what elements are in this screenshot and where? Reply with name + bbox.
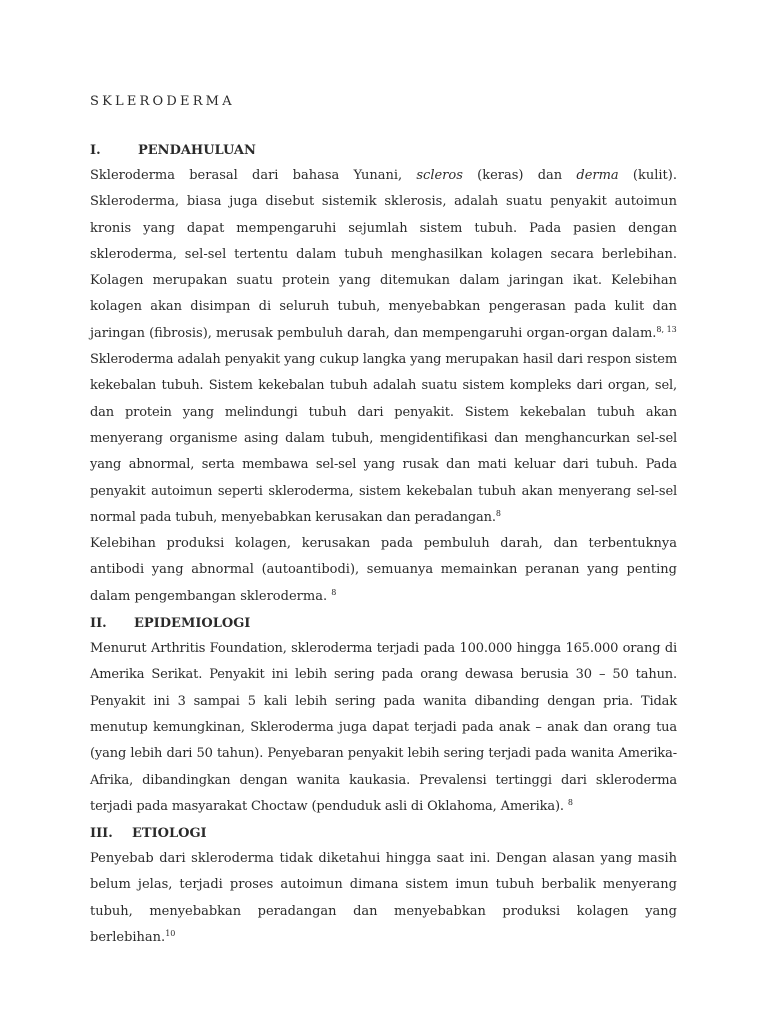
text-run: Penyebab dari skleroderma tidak diketahui hingga saat ini. Dengan alasan yang masih belum jelas, terjadi proses autoimun dimana sistem imun tubuh berbalik menyerang tubuh, menyebabkan peradangan dan menyebabkan produksi kolagen yang berlebihan. [90, 851, 677, 946]
section-heading-etiologi [90, 822, 677, 846]
paragraph [90, 531, 677, 610]
section-heading-pendahuluan [90, 139, 677, 163]
section-title: PENDAHULUAN [138, 143, 256, 158]
text-run: (keras) dan [462, 168, 577, 183]
citation-ref: 8 [331, 587, 337, 597]
text-run: Skleroderma adalah penyakit yang cukup langka yang merupakan hasil dari respon sistem kekebalan tubuh. Sistem kekebalan tubuh adalah suatu sistem kompleks dari organ, sel, dan protein yang melindungi tubuh dari penyakit. Sistem kekebalan tubuh akan menyerang organisme asing dalam tubuh, mengidentifikasi dan menghancurkan sel-sel yang abnormal, serta membawa sel-sel yang rusak dan mati keluar dari tubuh. Pada penyakit autoimun seperti skleroderma, sistem kekebalan tubuh akan menyerang sel-sel normal pada tubuh, menyebabkan kerusakan dan peradangan. [90, 352, 677, 525]
section-heading-epidemiologi [90, 612, 677, 636]
text-run: Skleroderma berasal dari bahasa Yunani, [90, 168, 417, 183]
citation-ref: 10 [165, 929, 176, 939]
paragraph [90, 846, 677, 951]
citation-ref: 8 [567, 797, 573, 807]
italic-term: scleros [416, 168, 463, 183]
document-title: SKLERODERMA [90, 94, 235, 109]
text-run: (kulit). Skleroderma, biasa juga disebut sistemik sklerosis, adalah suatu penyakit autoimun kronis yang dapat mempengaruhi sejumlah sistem tubuh. Pada pasien dengan skleroderma, sel-sel tertentu dalam tubuh menghasilkan kolagen secara berlebihan. Kolagen merupakan suatu protein yang ditemukan dalam jaringan ikat. Kelebihan kolagen akan disimpan di seluruh tubuh, menyebabkan pengerasan pada kulit dan jaringan (fibrosis), merusak pembuluh darah, dan mempengaruhi organ-organ dalam. [90, 168, 677, 341]
section-number: I. [90, 143, 101, 158]
text-run: Kelebihan produksi kolagen, kerusakan pada pembuluh darah, dan terbentuknya antibodi yang abnormal (autoantibodi), semuanya memainkan peranan yang penting dalam pengembangan skleroderma. [90, 536, 677, 604]
document-page [90, 92, 677, 951]
citation-ref: 8 [495, 508, 501, 518]
paragraph [90, 347, 677, 531]
section-number: III. [90, 826, 113, 842]
section-number: II. [90, 616, 107, 632]
paragraph [90, 163, 677, 347]
section-title: EPIDEMIOLOGI [134, 616, 251, 632]
citation-ref: 8, 13 [656, 324, 677, 334]
text-run: Menurut Arthritis Foundation, skleroderma terjadi pada 100.000 hingga 165.000 orang di Amerika Serikat. Penyakit ini lebih sering pada orang dewasa berusia 30 – 50 tahun. Penyakit ini 3 sampai 5 kali lebih sering pada wanita dibanding dengan pria. Tidak menutup kemungkinan, Skleroderma juga dapat terjadi pada anak – anak dan orang tua (yang lebih dari 50 tahun). Penyebaran penyakit lebih sering terjadi pada wanita Amerika- Afrika, dibandingkan dengan wanita kaukasia. Prevalensi tertinggi dari skleroderma terjadi pada masyarakat Choctaw (penduduk asli di Oklahoma, Amerika). [90, 641, 677, 814]
paragraph [90, 636, 677, 820]
section-title: ETIOLOGI [132, 826, 207, 842]
italic-term: derma [576, 168, 619, 183]
